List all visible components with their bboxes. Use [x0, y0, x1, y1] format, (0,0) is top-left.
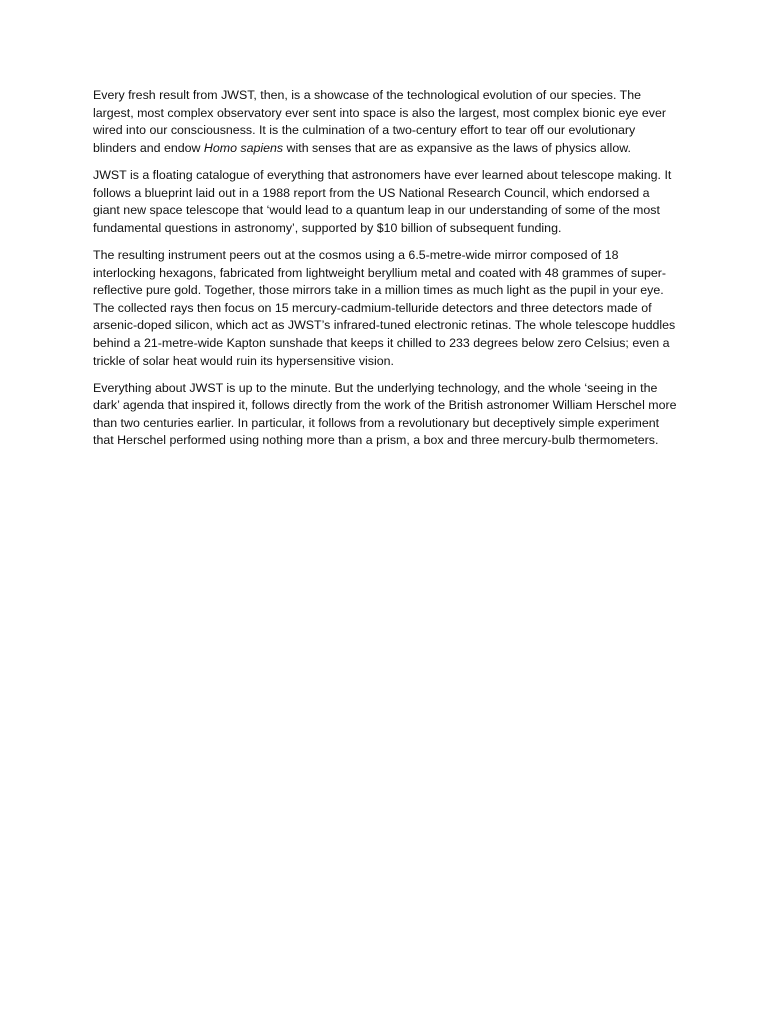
document-body — [93, 87, 677, 460]
paragraph-1-italic-term: Homo sapiens — [203, 140, 284, 155]
paragraph-1 — [93, 87, 677, 157]
paragraph-3: The resulting instrument peers out at the cosmos using a 6.5-metre-wide mirror composed of 18 interlocking hexagons, fabricated from lightweight beryllium metal and coated with 48 grammes of super-reflective pure gold. Together, those mirrors take in a million times as much light as the pupil in your eye. The collected rays then focus on 15 mercury-cadmium-telluride detectors and three detectors made of arsenic-doped silicon, which act as JWST’s infrared-tuned electronic retinas. The whole telescope huddles behind a 21-metre-wide Kapton sunshade that keeps it chilled to 233 degrees below zero Celsius; even a trickle of solar heat would ruin its hypersensitive vision. — [93, 247, 676, 368]
paragraph-4: Everything about JWST is up to the minute. But the underlying technology, and the whole ‘seeing in the dark’ agenda that inspired it, follows directly from the work of the British astronomer William Herschel more than two centuries earlier. In particular, it follows from a revolutionary but deceptively simple experiment that Herschel performed using nothing more than a prism, a box and three mercury-bulb thermometers. — [93, 380, 677, 448]
paragraph-1-text-end: with senses that are as expansive as the laws of physics allow. — [283, 140, 631, 155]
paragraph-1-text-start: Every fresh result from JWST, then, is a showcase of the technological evolution of our species. The largest, most complex observatory ever sent into space is also the largest, most complex bionic eye ever wired into our consciousness. It is the culmination of a two-century effort to tear off our evolutionary blinders and endow — [93, 88, 666, 155]
paragraph-2: JWST is a floating catalogue of everything that astronomers have ever learned about telescope making. It follows a blueprint laid out in a 1988 report from the US National Research Council, which endorsed a giant new space telescope that ‘would lead to a quantum leap in our understanding of some of the most fundamental questions in astronomy’, supported by $10 billion of subsequent funding. — [93, 167, 672, 235]
